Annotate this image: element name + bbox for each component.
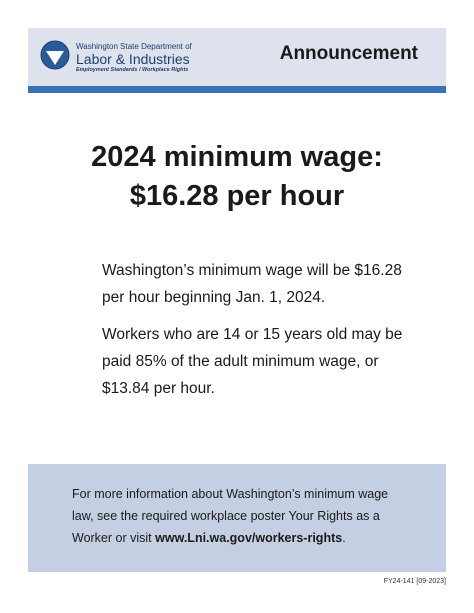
announcement-label: Announcement [279, 43, 418, 64]
page-title-line1: 2024 minimum wage: [91, 141, 383, 173]
body-paragraph-youth: Workers who are 14 or 15 years old may be paid 85% of the adult minimum wage, or $13.84 per hour. [102, 326, 403, 397]
page-title-line2: $16.28 per hour [129, 180, 345, 212]
agency-name-line1: Washington State Department of [76, 42, 192, 51]
agency-division: Employment Standards / Workplace Rights [76, 67, 189, 73]
workers-rights-link[interactable]: www.Lni.wa.gov/workers-rights [155, 531, 343, 545]
info-text [72, 483, 412, 549]
lni-logo-icon [40, 40, 70, 70]
agency-name-line2: Labor & Industries [76, 51, 190, 67]
header-banner [28, 28, 446, 86]
body-content [102, 257, 422, 402]
page-title [28, 138, 446, 216]
header-divider [28, 86, 446, 93]
info-box [28, 464, 446, 572]
info-text-end: . [342, 531, 346, 545]
agency-name [76, 43, 192, 74]
form-code: FY24-141 [09-2023] [383, 578, 446, 585]
info-text-body: For more information about Washington’s minimum wage law, see the required workplace poster Your Rights as a Worker or visit [72, 487, 389, 545]
body-paragraph-wage: Washington’s minimum wage will be $16.28 per hour beginning Jan. 1, 2024. [102, 262, 402, 306]
